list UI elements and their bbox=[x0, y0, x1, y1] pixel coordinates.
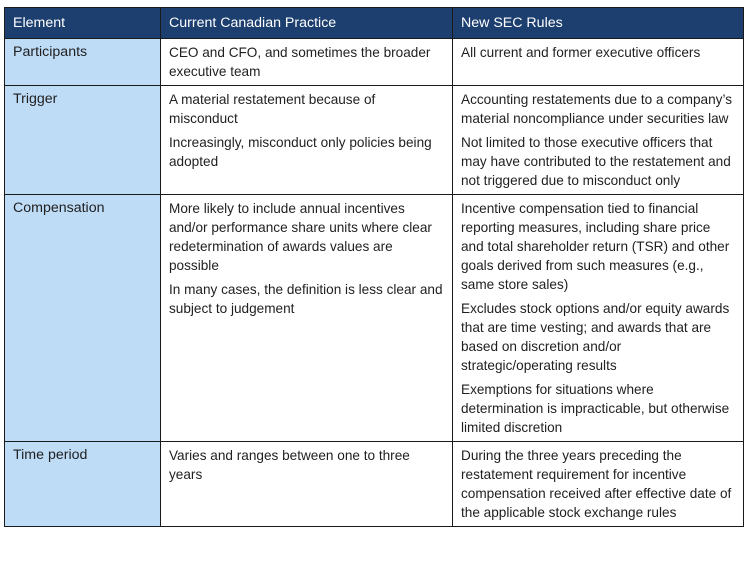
cell-canadian-trigger bbox=[161, 86, 453, 195]
header-current-canadian-practice: Current Canadian Practice bbox=[161, 8, 453, 39]
cell-sec-time-period bbox=[453, 442, 744, 527]
cell-paragraph: Accounting restatements due to a company’s material noncompliance under securities law bbox=[461, 92, 733, 126]
cell-paragraph: More likely to include annual incentives and/or performance share units where clear redetermination of awards values are possible bbox=[169, 201, 432, 273]
cell-paragraph: Increasingly, misconduct only policies being adopted bbox=[169, 135, 432, 169]
cell-canadian-participants bbox=[161, 39, 453, 86]
table-body bbox=[5, 39, 744, 527]
row-label-participants: Participants bbox=[5, 39, 161, 86]
cell-paragraph: Not limited to those executive officers that may have contributed to the restatement and not triggered due to misconduct only bbox=[461, 135, 731, 188]
header-element: Element bbox=[5, 8, 161, 39]
header-row bbox=[5, 8, 744, 39]
comparison-table bbox=[4, 7, 744, 527]
cell-paragraph: In many cases, the definition is less clear and subject to judgement bbox=[169, 282, 443, 316]
cell-paragraph: CEO and CFO, and sometimes the broader executive team bbox=[169, 45, 431, 79]
row-label-compensation: Compensation bbox=[5, 195, 161, 442]
row-label-trigger: Trigger bbox=[5, 86, 161, 195]
cell-sec-compensation bbox=[453, 195, 744, 442]
cell-canadian-time-period bbox=[161, 442, 453, 527]
table-row-trigger bbox=[5, 86, 744, 195]
cell-paragraph: Varies and ranges between one to three years bbox=[169, 448, 410, 482]
cell-paragraph: During the three years preceding the restatement requirement for incentive compensation received after effective date of the applicable stock exchange rules bbox=[461, 448, 732, 520]
cell-paragraph: A material restatement because of misconduct bbox=[169, 92, 376, 126]
cell-paragraph: Excludes stock options and/or equity awards that are time vesting; and awards that are based on discretion and/or strategic/operating results bbox=[461, 301, 730, 373]
row-label-time-period: Time period bbox=[5, 442, 161, 527]
cell-sec-trigger bbox=[453, 86, 744, 195]
cell-canadian-compensation bbox=[161, 195, 453, 442]
cell-paragraph: Exemptions for situations where determination is impracticable, but otherwise limited discretion bbox=[461, 382, 730, 435]
cell-sec-participants bbox=[453, 39, 744, 86]
header-new-sec-rules: New SEC Rules bbox=[453, 8, 744, 39]
cell-paragraph: All current and former executive officers bbox=[461, 45, 701, 60]
table-row-participants bbox=[5, 39, 744, 86]
cell-paragraph: Incentive compensation tied to financial reporting measures, including share price and total shareholder return (TSR) and other goals derived from such measures (e.g., same store sales) bbox=[461, 201, 730, 292]
table-row-time-period bbox=[5, 442, 744, 527]
table-header bbox=[5, 8, 744, 39]
table-row-compensation bbox=[5, 195, 744, 442]
